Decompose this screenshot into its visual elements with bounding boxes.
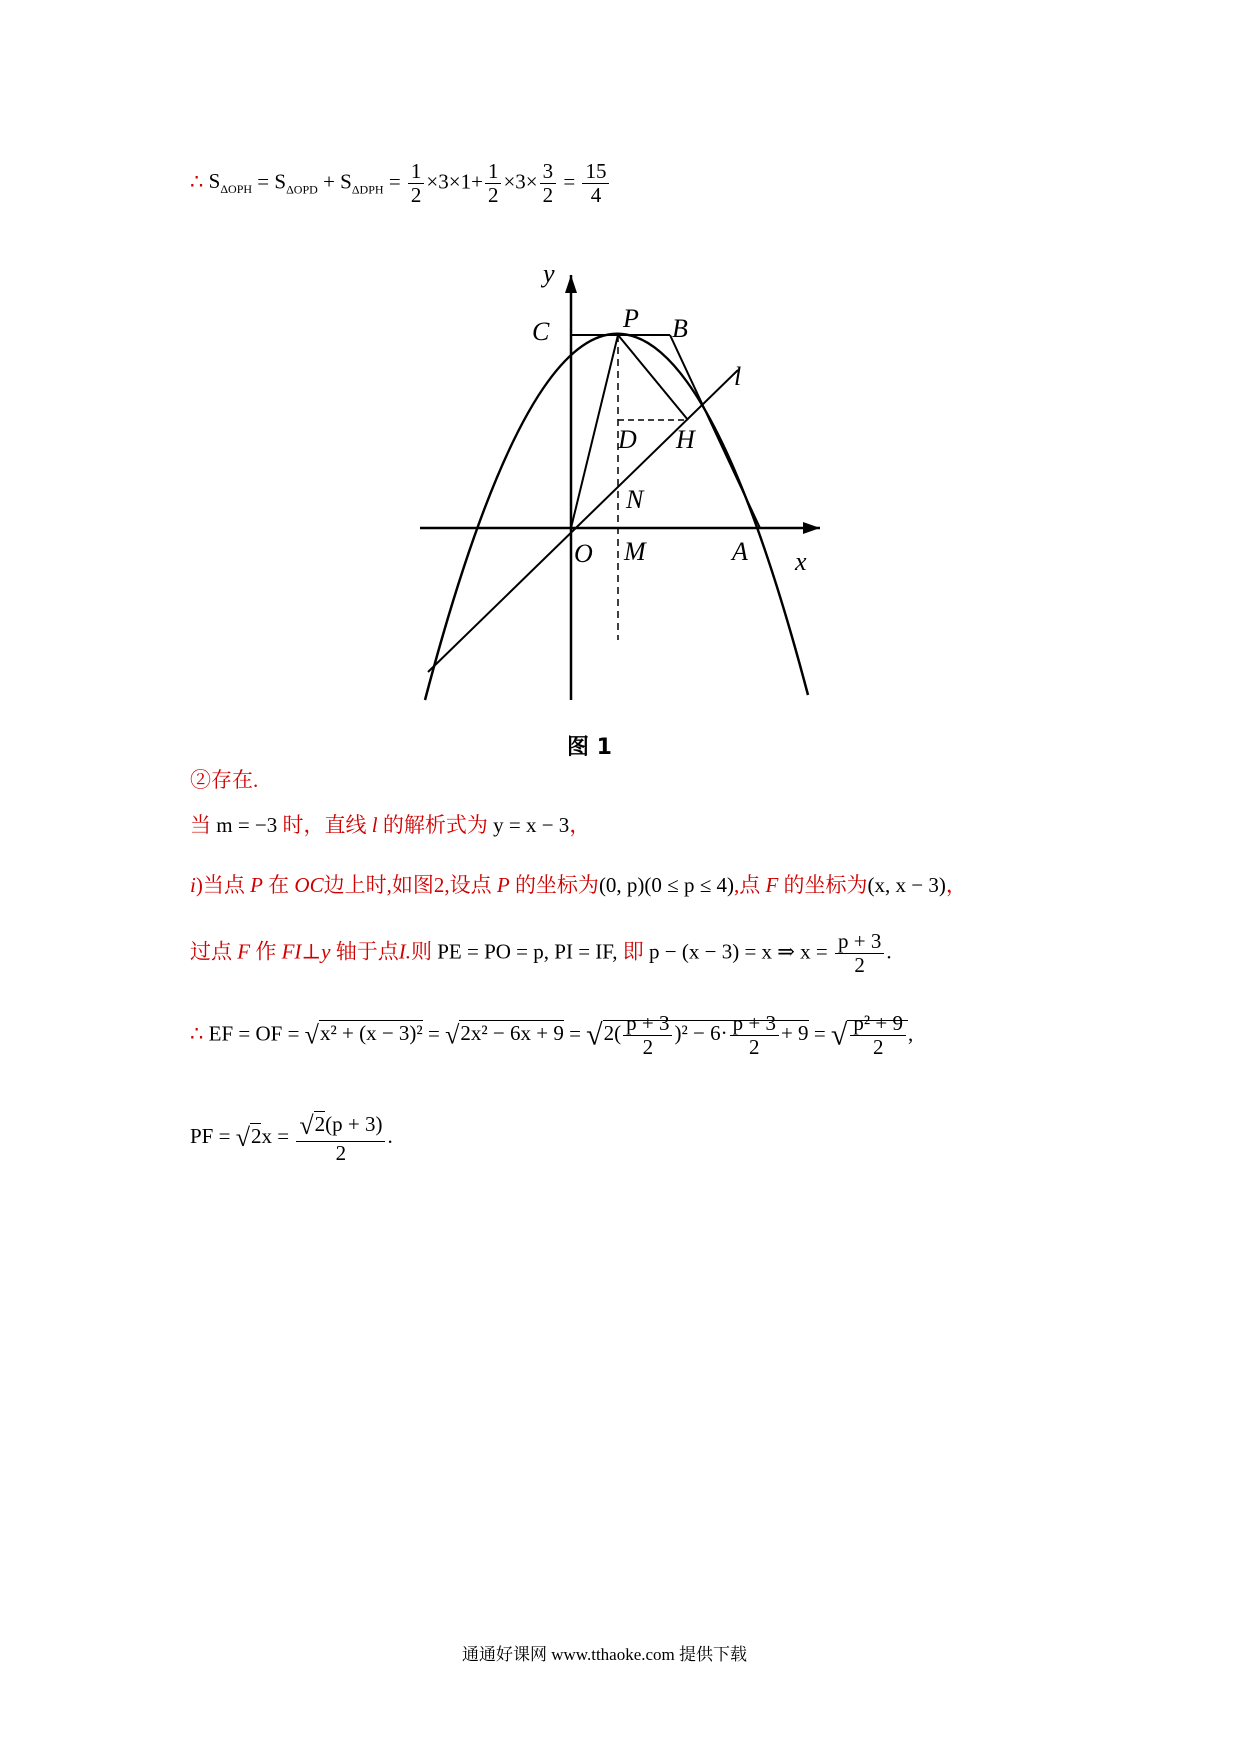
fraction: $\frac{15}{4}$ [582, 160, 609, 207]
fraction: $\frac{1}{2}$ [485, 160, 502, 207]
label-m: M [624, 537, 646, 566]
label-a: A [732, 537, 748, 566]
coord-f: (x, x − 3) [867, 873, 946, 897]
label-p: P [623, 304, 639, 333]
y-axis-arrow [565, 275, 577, 293]
label-n: N [626, 485, 644, 514]
parabola [425, 334, 808, 700]
step2-title: ②存在. [190, 768, 259, 792]
pf-line: PF = √2x = $\frac{√2(p + 3)}{2}$ . [190, 1111, 393, 1165]
fraction: $\frac{√2(p + 3)}{2}$ [296, 1112, 385, 1165]
fraction: $\frac{1}{2}$ [408, 160, 425, 207]
condition-expr: m = −3 [216, 813, 278, 837]
area-equation: ∴ $S_{\Delta OPH} = S_{\Delta OPD} + S_{\Delta DPH}$ = $\frac{1}{2}$ ×3×1+ $\frac{1}{2}$ ×3× $\frac{3}{2}$ = $\frac{15}{4}$ [190, 160, 611, 207]
therefore-symbol: ∴ [190, 169, 204, 194]
label-o: O [574, 539, 593, 568]
figure-caption: 图 1 [567, 735, 612, 760]
therefore-symbol: ∴ [190, 1021, 204, 1046]
figure-1-diagram [0, 0, 1240, 760]
footer-credit: 通通好课网 www.tthaoke.com 提供下载 [462, 1645, 748, 1664]
label-x: x [795, 547, 807, 576]
label-h: H [676, 425, 695, 454]
case-i-line: i)当点 P 在 OC边上时,如图2,设点 P 的坐标为(0, p)(0 ≤ p ≤ 4),点 F 的坐标为(x, x − 3)， [190, 873, 967, 897]
label-l: l [734, 362, 742, 391]
perp-eq1: PE = PO = p, PI = IF, [437, 939, 618, 964]
label-y: y [543, 259, 555, 288]
pf-radical: 2 [250, 1124, 262, 1149]
segment-op [571, 335, 618, 528]
area-mid2: ×3× [503, 169, 538, 194]
area-t1-sub: ΔOPD [286, 182, 318, 197]
radical-4: $\frac{\text{p² + 9}}{2}$ [847, 1020, 908, 1045]
radical-3: 2( $\frac{p + 3}{2}$ )² − 6· $\frac{p + 3}{2}$ + 9 [603, 1011, 809, 1060]
line-expr: y = x − 3 [493, 813, 570, 837]
when-line: 当 m = −3 时，直线 l 的解析式为 y = x − 3， [190, 813, 591, 837]
perp-eq2: p − (x − 3) = x ⇒ x = [649, 939, 828, 964]
coord-p: (0, p)(0 ≤ p ≤ 4) [598, 873, 734, 897]
fraction: $\frac{p + 3}{2}$ [835, 930, 884, 977]
label-d: D [618, 425, 637, 454]
label-c: C [532, 317, 550, 346]
label-b: B [672, 314, 688, 343]
radical-2: 2x² − 6x + 9 [460, 1021, 564, 1046]
area-mid1: ×3×1+ [426, 169, 483, 194]
perp-line: 过点 F 作 FI⊥y 轴于点I.则 PE = PO = p, PI = IF, 即 p − (x − 3) = x ⇒ x = $\frac{p + 3}{2}$ . [190, 929, 892, 978]
x-axis-arrow [803, 522, 820, 534]
ef-line: ∴ EF = OF = √x² + (x − 3)² = √2x² − 6x + 9 = √2( $\frac{p + 3}{2}$ )² − 6· $\frac{p + 3}{2}$ + 9 = √ $\frac{\text{p² + 9}}{2}$ , [190, 1011, 914, 1060]
fraction: $\frac{3}{2}$ [540, 160, 557, 207]
line-l [428, 370, 738, 672]
radical-1: x² + (x − 3)² [319, 1021, 423, 1046]
area-lhs: $S_{\Delta OPH}$ [208, 169, 253, 197]
area-t2-sub: ΔDPH [351, 182, 384, 197]
